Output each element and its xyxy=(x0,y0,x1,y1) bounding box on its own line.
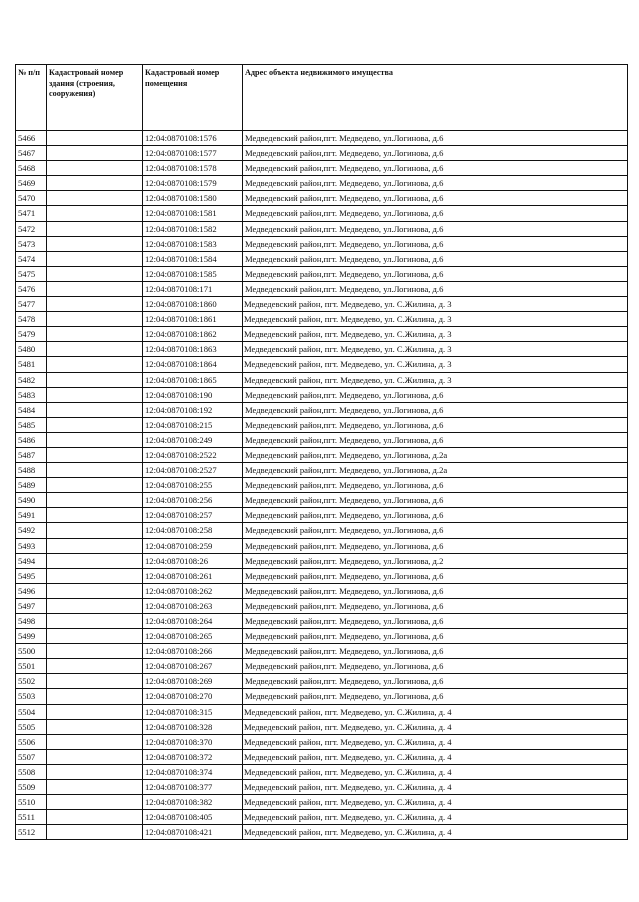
table-row xyxy=(16,749,628,764)
table-row xyxy=(16,463,628,478)
building-cadastral-number xyxy=(47,704,143,719)
building-cadastral-number xyxy=(47,659,143,674)
property-address: Медведевский район,пгт. Медведево, ул.Логинова, д.2 xyxy=(243,553,628,568)
table-row xyxy=(16,538,628,553)
property-address: Медведевский район,пгт. Медведево, ул.Логинова, д.6 xyxy=(243,402,628,417)
room-cadastral-number: 12:04:0870108:270 xyxy=(143,689,243,704)
property-address: Медведевский район,пгт. Медведево, ул.Логинова, д.6 xyxy=(243,629,628,644)
table-row xyxy=(16,266,628,281)
table-row xyxy=(16,478,628,493)
property-address: Медведевский район,пгт. Медведево, ул.Логинова, д.6 xyxy=(243,583,628,598)
table-row xyxy=(16,795,628,810)
room-cadastral-number: 12:04:0870108:405 xyxy=(143,810,243,825)
table-row xyxy=(16,719,628,734)
table-row xyxy=(16,825,628,840)
property-address: Медведевский район,пгт. Медведево, ул.Логинова, д.6 xyxy=(243,146,628,161)
property-address: Медведевский район,пгт. Медведево, ул.Логинова, д.2а xyxy=(243,463,628,478)
building-cadastral-number xyxy=(47,221,143,236)
row-number: 5471 xyxy=(16,206,47,221)
row-number: 5506 xyxy=(16,734,47,749)
room-cadastral-number: 12:04:0870108:374 xyxy=(143,764,243,779)
room-cadastral-number: 12:04:0870108:26 xyxy=(143,553,243,568)
building-cadastral-number xyxy=(47,749,143,764)
building-cadastral-number xyxy=(47,508,143,523)
room-cadastral-number: 12:04:0870108:171 xyxy=(143,281,243,296)
table-row xyxy=(16,176,628,191)
property-address: Медведевский район,пгт. Медведево, ул.Логинова, д.6 xyxy=(243,674,628,689)
room-cadastral-number: 12:04:0870108:1583 xyxy=(143,236,243,251)
header-building-cadastral: Кадастровый номер здания (строения, сооружения) xyxy=(47,65,143,131)
room-cadastral-number: 12:04:0870108:377 xyxy=(143,780,243,795)
property-address: Медведевский район, пгт. Медведево, ул. С.Жилина, д. 4 xyxy=(243,734,628,749)
row-number: 5499 xyxy=(16,629,47,644)
table-body xyxy=(16,131,628,840)
row-number: 5504 xyxy=(16,704,47,719)
row-number: 5508 xyxy=(16,764,47,779)
table-row xyxy=(16,614,628,629)
row-number: 5509 xyxy=(16,780,47,795)
header-row xyxy=(16,65,628,131)
row-number: 5476 xyxy=(16,281,47,296)
property-address: Медведевский район,пгт. Медведево, ул.Логинова, д.6 xyxy=(243,251,628,266)
row-number: 5473 xyxy=(16,236,47,251)
building-cadastral-number xyxy=(47,146,143,161)
row-number: 5500 xyxy=(16,644,47,659)
room-cadastral-number: 12:04:0870108:192 xyxy=(143,402,243,417)
row-number: 5511 xyxy=(16,810,47,825)
room-cadastral-number: 12:04:0870108:190 xyxy=(143,387,243,402)
table-row xyxy=(16,312,628,327)
building-cadastral-number xyxy=(47,266,143,281)
building-cadastral-number xyxy=(47,236,143,251)
building-cadastral-number xyxy=(47,161,143,176)
room-cadastral-number: 12:04:0870108:265 xyxy=(143,629,243,644)
property-address: Медведевский район,пгт. Медведево, ул.Логинова, д.6 xyxy=(243,659,628,674)
table-row xyxy=(16,342,628,357)
property-address: Медведевский район,пгт. Медведево, ул.Логинова, д.6 xyxy=(243,236,628,251)
building-cadastral-number xyxy=(47,478,143,493)
building-cadastral-number xyxy=(47,583,143,598)
room-cadastral-number: 12:04:0870108:315 xyxy=(143,704,243,719)
room-cadastral-number: 12:04:0870108:1580 xyxy=(143,191,243,206)
property-address: Медведевский район,пгт. Медведево, ул.Логинова, д.6 xyxy=(243,493,628,508)
row-number: 5494 xyxy=(16,553,47,568)
property-address: Медведевский район, пгт. Медведево, ул. С.Жилина, д. 3 xyxy=(243,342,628,357)
row-number: 5505 xyxy=(16,719,47,734)
table-row xyxy=(16,402,628,417)
room-cadastral-number: 12:04:0870108:1576 xyxy=(143,131,243,146)
property-address: Медведевский район, пгт. Медведево, ул. С.Жилина, д. 4 xyxy=(243,810,628,825)
row-number: 5490 xyxy=(16,493,47,508)
property-address: Медведевский район,пгт. Медведево, ул.Логинова, д.2а xyxy=(243,447,628,462)
room-cadastral-number: 12:04:0870108:263 xyxy=(143,598,243,613)
building-cadastral-number xyxy=(47,493,143,508)
room-cadastral-number: 12:04:0870108:1865 xyxy=(143,372,243,387)
room-cadastral-number: 12:04:0870108:370 xyxy=(143,734,243,749)
room-cadastral-number: 12:04:0870108:421 xyxy=(143,825,243,840)
row-number: 5470 xyxy=(16,191,47,206)
building-cadastral-number xyxy=(47,251,143,266)
table-row xyxy=(16,372,628,387)
row-number: 5497 xyxy=(16,598,47,613)
row-number: 5486 xyxy=(16,432,47,447)
room-cadastral-number: 12:04:0870108:258 xyxy=(143,523,243,538)
table-row xyxy=(16,644,628,659)
table-row xyxy=(16,161,628,176)
building-cadastral-number xyxy=(47,764,143,779)
row-number: 5510 xyxy=(16,795,47,810)
row-number: 5474 xyxy=(16,251,47,266)
property-address: Медведевский район, пгт. Медведево, ул. С.Жилина, д. 4 xyxy=(243,780,628,795)
building-cadastral-number xyxy=(47,810,143,825)
room-cadastral-number: 12:04:0870108:215 xyxy=(143,417,243,432)
property-address: Медведевский район,пгт. Медведево, ул.Логинова, д.6 xyxy=(243,614,628,629)
room-cadastral-number: 12:04:0870108:382 xyxy=(143,795,243,810)
property-register-table xyxy=(15,64,628,840)
room-cadastral-number: 12:04:0870108:328 xyxy=(143,719,243,734)
building-cadastral-number xyxy=(47,553,143,568)
building-cadastral-number xyxy=(47,629,143,644)
room-cadastral-number: 12:04:0870108:1860 xyxy=(143,297,243,312)
row-number: 5489 xyxy=(16,478,47,493)
property-address: Медведевский район,пгт. Медведево, ул.Логинова, д.6 xyxy=(243,538,628,553)
building-cadastral-number xyxy=(47,312,143,327)
header-number: № п/п xyxy=(16,65,47,131)
table-row xyxy=(16,297,628,312)
building-cadastral-number xyxy=(47,795,143,810)
property-address: Медведевский район, пгт. Медведево, ул. С.Жилина, д. 3 xyxy=(243,312,628,327)
room-cadastral-number: 12:04:0870108:249 xyxy=(143,432,243,447)
property-address: Медведевский район, пгт. Медведево, ул. С.Жилина, д. 4 xyxy=(243,764,628,779)
row-number: 5491 xyxy=(16,508,47,523)
room-cadastral-number: 12:04:0870108:257 xyxy=(143,508,243,523)
building-cadastral-number xyxy=(47,568,143,583)
table-row xyxy=(16,206,628,221)
row-number: 5488 xyxy=(16,463,47,478)
building-cadastral-number xyxy=(47,447,143,462)
building-cadastral-number xyxy=(47,432,143,447)
building-cadastral-number xyxy=(47,674,143,689)
row-number: 5485 xyxy=(16,417,47,432)
table-row xyxy=(16,689,628,704)
table-row xyxy=(16,568,628,583)
room-cadastral-number: 12:04:0870108:259 xyxy=(143,538,243,553)
building-cadastral-number xyxy=(47,281,143,296)
building-cadastral-number xyxy=(47,402,143,417)
table-row xyxy=(16,659,628,674)
building-cadastral-number xyxy=(47,598,143,613)
room-cadastral-number: 12:04:0870108:1581 xyxy=(143,206,243,221)
property-address: Медведевский район,пгт. Медведево, ул.Логинова, д.6 xyxy=(243,221,628,236)
building-cadastral-number xyxy=(47,297,143,312)
property-address: Медведевский район,пгт. Медведево, ул.Логинова, д.6 xyxy=(243,387,628,402)
table-row xyxy=(16,281,628,296)
building-cadastral-number xyxy=(47,206,143,221)
property-address: Медведевский район,пгт. Медведево, ул.Логинова, д.6 xyxy=(243,644,628,659)
row-number: 5467 xyxy=(16,146,47,161)
building-cadastral-number xyxy=(47,825,143,840)
building-cadastral-number xyxy=(47,131,143,146)
row-number: 5487 xyxy=(16,447,47,462)
property-address: Медведевский район, пгт. Медведево, ул. С.Жилина, д. 4 xyxy=(243,825,628,840)
building-cadastral-number xyxy=(47,327,143,342)
room-cadastral-number: 12:04:0870108:1579 xyxy=(143,176,243,191)
room-cadastral-number: 12:04:0870108:1864 xyxy=(143,357,243,372)
row-number: 5496 xyxy=(16,583,47,598)
row-number: 5512 xyxy=(16,825,47,840)
property-address: Медведевский район,пгт. Медведево, ул.Логинова, д.6 xyxy=(243,191,628,206)
property-address: Медведевский район, пгт. Медведево, ул. С.Жилина, д. 4 xyxy=(243,704,628,719)
room-cadastral-number: 12:04:0870108:1585 xyxy=(143,266,243,281)
property-address: Медведевский район,пгт. Медведево, ул.Логинова, д.6 xyxy=(243,568,628,583)
room-cadastral-number: 12:04:0870108:266 xyxy=(143,644,243,659)
room-cadastral-number: 12:04:0870108:261 xyxy=(143,568,243,583)
row-number: 5495 xyxy=(16,568,47,583)
table-header xyxy=(16,65,628,131)
property-address: Медведевский район, пгт. Медведево, ул. С.Жилина, д. 3 xyxy=(243,327,628,342)
property-address: Медведевский район,пгт. Медведево, ул.Логинова, д.6 xyxy=(243,206,628,221)
room-cadastral-number: 12:04:0870108:255 xyxy=(143,478,243,493)
room-cadastral-number: 12:04:0870108:267 xyxy=(143,659,243,674)
property-address: Медведевский район,пгт. Медведево, ул.Логинова, д.6 xyxy=(243,432,628,447)
row-number: 5498 xyxy=(16,614,47,629)
room-cadastral-number: 12:04:0870108:256 xyxy=(143,493,243,508)
table-row xyxy=(16,327,628,342)
table-row xyxy=(16,810,628,825)
building-cadastral-number xyxy=(47,538,143,553)
table-row xyxy=(16,629,628,644)
property-address: Медведевский район,пгт. Медведево, ул.Логинова, д.6 xyxy=(243,417,628,432)
row-number: 5472 xyxy=(16,221,47,236)
property-address: Медведевский район, пгт. Медведево, ул. С.Жилина, д. 4 xyxy=(243,795,628,810)
room-cadastral-number: 12:04:0870108:1582 xyxy=(143,221,243,236)
building-cadastral-number xyxy=(47,734,143,749)
property-address: Медведевский район,пгт. Медведево, ул.Логинова, д.6 xyxy=(243,598,628,613)
row-number: 5469 xyxy=(16,176,47,191)
property-address: Медведевский район,пгт. Медведево, ул.Логинова, д.6 xyxy=(243,478,628,493)
building-cadastral-number xyxy=(47,357,143,372)
table-row xyxy=(16,221,628,236)
property-address: Медведевский район, пгт. Медведево, ул. С.Жилина, д. 4 xyxy=(243,749,628,764)
building-cadastral-number xyxy=(47,780,143,795)
table-row xyxy=(16,508,628,523)
building-cadastral-number xyxy=(47,523,143,538)
table-row xyxy=(16,598,628,613)
room-cadastral-number: 12:04:0870108:1861 xyxy=(143,312,243,327)
header-room-cadastral: Кадастровый номер помещения xyxy=(143,65,243,131)
row-number: 5481 xyxy=(16,357,47,372)
table-row xyxy=(16,131,628,146)
room-cadastral-number: 12:04:0870108:1577 xyxy=(143,146,243,161)
row-number: 5501 xyxy=(16,659,47,674)
building-cadastral-number xyxy=(47,387,143,402)
table-row xyxy=(16,674,628,689)
row-number: 5468 xyxy=(16,161,47,176)
property-address: Медведевский район,пгт. Медведево, ул.Логинова, д.6 xyxy=(243,131,628,146)
table-row xyxy=(16,417,628,432)
row-number: 5503 xyxy=(16,689,47,704)
table-row xyxy=(16,251,628,266)
property-address: Медведевский район,пгт. Медведево, ул.Логинова, д.6 xyxy=(243,689,628,704)
table-row xyxy=(16,432,628,447)
room-cadastral-number: 12:04:0870108:264 xyxy=(143,614,243,629)
building-cadastral-number xyxy=(47,689,143,704)
table-row xyxy=(16,236,628,251)
row-number: 5492 xyxy=(16,523,47,538)
property-address: Медведевский район,пгт. Медведево, ул.Логинова, д.6 xyxy=(243,176,628,191)
row-number: 5493 xyxy=(16,538,47,553)
row-number: 5478 xyxy=(16,312,47,327)
room-cadastral-number: 12:04:0870108:262 xyxy=(143,583,243,598)
table-row xyxy=(16,447,628,462)
table-row xyxy=(16,734,628,749)
table-row xyxy=(16,523,628,538)
property-address: Медведевский район, пгт. Медведево, ул. С.Жилина, д. 3 xyxy=(243,297,628,312)
row-number: 5466 xyxy=(16,131,47,146)
building-cadastral-number xyxy=(47,644,143,659)
property-address: Медведевский район,пгт. Медведево, ул.Логинова, д.6 xyxy=(243,523,628,538)
building-cadastral-number xyxy=(47,417,143,432)
building-cadastral-number xyxy=(47,342,143,357)
building-cadastral-number xyxy=(47,176,143,191)
table-row xyxy=(16,704,628,719)
property-address: Медведевский район,пгт. Медведево, ул.Логинова, д.6 xyxy=(243,281,628,296)
table-row xyxy=(16,764,628,779)
table-row xyxy=(16,357,628,372)
row-number: 5480 xyxy=(16,342,47,357)
room-cadastral-number: 12:04:0870108:2527 xyxy=(143,463,243,478)
property-address: Медведевский район,пгт. Медведево, ул.Логинова, д.6 xyxy=(243,508,628,523)
building-cadastral-number xyxy=(47,191,143,206)
header-address: Адрес объекта недвижимого имущества xyxy=(243,65,628,131)
building-cadastral-number xyxy=(47,463,143,478)
building-cadastral-number xyxy=(47,614,143,629)
property-address: Медведевский район,пгт. Медведево, ул.Логинова, д.6 xyxy=(243,266,628,281)
row-number: 5482 xyxy=(16,372,47,387)
room-cadastral-number: 12:04:0870108:2522 xyxy=(143,447,243,462)
room-cadastral-number: 12:04:0870108:1862 xyxy=(143,327,243,342)
row-number: 5507 xyxy=(16,749,47,764)
building-cadastral-number xyxy=(47,372,143,387)
property-address: Медведевский район, пгт. Медведево, ул. С.Жилина, д. 4 xyxy=(243,719,628,734)
room-cadastral-number: 12:04:0870108:372 xyxy=(143,749,243,764)
room-cadastral-number: 12:04:0870108:269 xyxy=(143,674,243,689)
row-number: 5502 xyxy=(16,674,47,689)
table-row xyxy=(16,146,628,161)
table-row xyxy=(16,191,628,206)
row-number: 5483 xyxy=(16,387,47,402)
building-cadastral-number xyxy=(47,719,143,734)
room-cadastral-number: 12:04:0870108:1578 xyxy=(143,161,243,176)
property-address: Медведевский район, пгт. Медведево, ул. С.Жилина, д. 3 xyxy=(243,372,628,387)
row-number: 5479 xyxy=(16,327,47,342)
room-cadastral-number: 12:04:0870108:1863 xyxy=(143,342,243,357)
table-row xyxy=(16,780,628,795)
table-row xyxy=(16,387,628,402)
property-address: Медведевский район,пгт. Медведево, ул.Логинова, д.6 xyxy=(243,161,628,176)
table-row xyxy=(16,553,628,568)
table-row xyxy=(16,493,628,508)
row-number: 5477 xyxy=(16,297,47,312)
property-address: Медведевский район, пгт. Медведево, ул. С.Жилина, д. 3 xyxy=(243,357,628,372)
row-number: 5475 xyxy=(16,266,47,281)
row-number: 5484 xyxy=(16,402,47,417)
room-cadastral-number: 12:04:0870108:1584 xyxy=(143,251,243,266)
table-row xyxy=(16,583,628,598)
